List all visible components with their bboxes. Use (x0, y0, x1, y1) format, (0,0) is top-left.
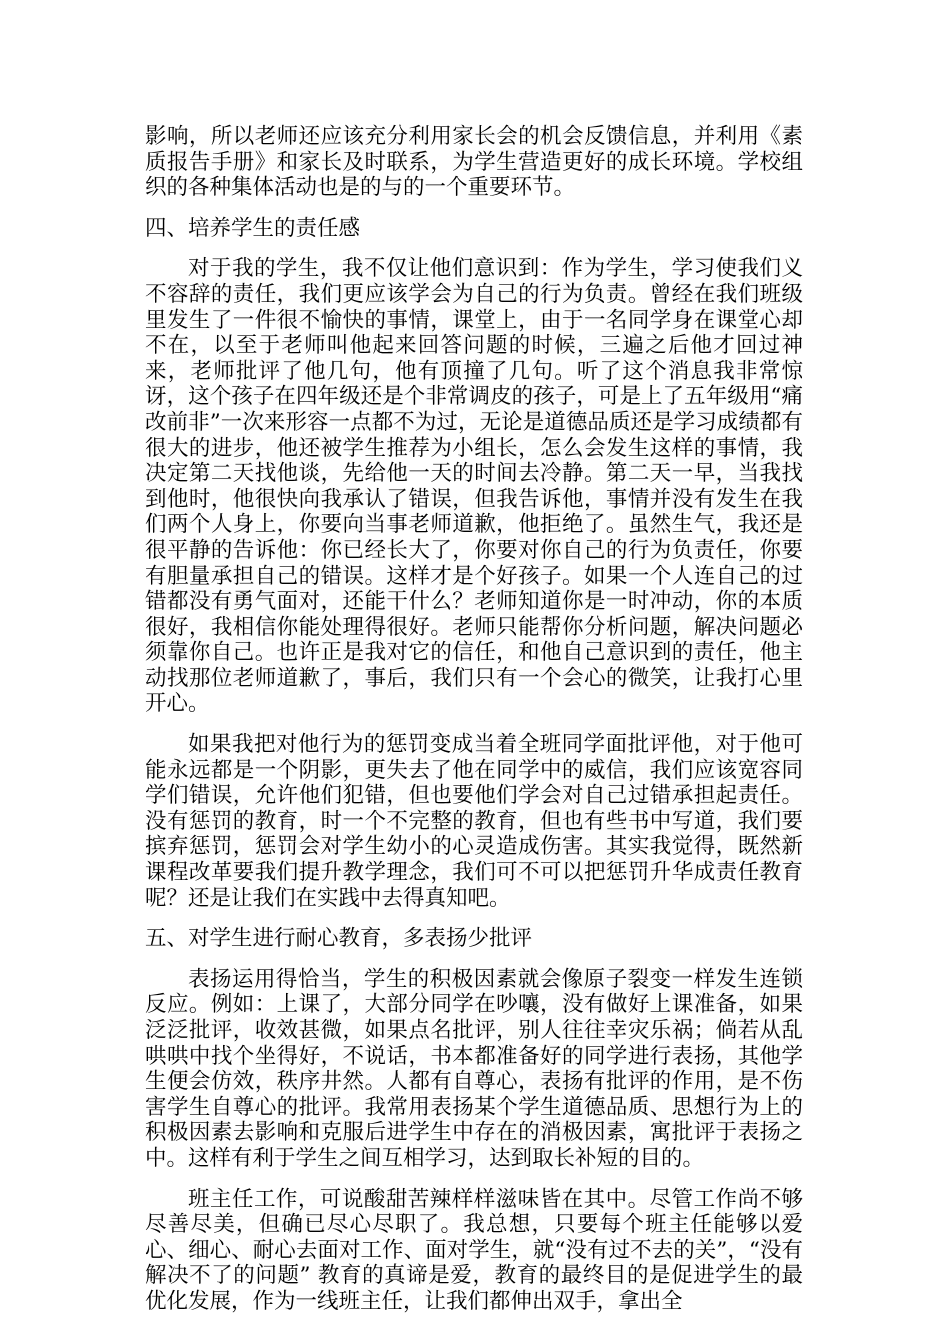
paragraph-responsibility-story: 对于我的学生，我不仅让他们意识到：作为学生，学习使我们义不容辞的责任，我们更应该学会为自己的行为负责。曾经在我们班级里发生了一件很不愉快的事情，课堂上，由于一名同学身在课堂心却不在，以至于老师叫他起来回答问题的时候，三遍之后他才回过神来，老师批评了他几句，他有顶撞了几句。听了这个消息我非常惊讶，这个孩子在四年级还是个非常调皮的孩子，可是上了五年级用“痛改前非”一次来形容一点都不为过，无论是道德品质还是学习成绩都有很大的进步，他还被学生推荐为小组长，怎么会发生这样的事情，我决定第二天找他谈，先给他一天的时间去冷静。第二天一早，当我找到他时，他很快向我承认了错误，但我告诉他，事情并没有发生在我们两个人身上，你要向当事老师道歉，他拒绝了。虽然生气，我还是很平静的告诉他：你已经长大了，你要对你自己的行为负责任，你要有胆量承担自己的错误。这样才是个好孩子。如果一个人连自己的过错都没有勇气面对，还能干什么？老师知道你是一时冲动，你的本质很好，我相信你能处理得很好。老师只能帮你分析问题，解决问题必须靠你自己。也许正是我对它的信任，和他自己意识到的责任，他主动找那位老师道歉了，事后，我们只有一个会心的微笑，让我打心里开心。 (145, 256, 803, 717)
paragraph-conclusion: 班主任工作，可说酸甜苦辣样样滋味皆在其中。尽管工作尚不够尽善尽美，但确已尽心尽职了。我总想，只要每个班主任能够以爱心、细心、耐心去面对工作、面对学生，就“没有过不去的关”，“没有解决不了的问题” 教育的真谛是爱，教育的最终目的是促进学生的最优化发展，作为一线班主任，让我们都伸出双手，拿出全 (145, 1186, 803, 1314)
section-heading-5: 五、对学生进行耐心教育，多表扬少批评 (145, 926, 533, 952)
document-page (145, 124, 803, 1330)
section-heading-4: 四、培养学生的责任感 (145, 215, 361, 241)
paragraph-praise: 表扬运用得恰当，学生的积极因素就会像原子裂变一样发生连锁反应。例如：上课了，大部分同学在吵嚷，没有做好上课准备，如果泛泛批评，收效甚微，如果点名批评，别人往往幸灾乐祸；倘若从乱哄哄中找个坐得好，不说话，书本都准备好的同学进行表扬，其他学生便会仿效，秩序井然。人都有自尊心，表扬有批评的作用，是不伤害学生自尊心的批评。我常用表扬某个学生道德品质、思想行为上的积极因素去影响和克服后进学生中存在的消极因素，寓批评于表扬之中。这样有利于学生之间互相学习，达到取长补短的目的。 (145, 966, 803, 1171)
paragraph-punishment-reflection: 如果我把对他行为的惩罚变成当着全班同学面批评他，对于他可能永远都是一个阴影，更失去了他在同学中的威信，我们应该宽容同学们错误，允许他们犯错，但也要他们学会对自己过错承担起责任。没有惩罚的教育，时一个不完整的教育，但也有些书中写道，我们要摈弃惩罚，惩罚会对学生幼小的心灵造成伤害。其实我觉得，既然新课程改革要我们提升教学理念，我们可不可以把惩罚升华成责任教育呢？还是让我们在实践中去得真知吧。 (145, 732, 803, 911)
paragraph-continuation: 影响，所以老师还应该充分利用家长会的机会反馈信息，并利用《素质报告手册》和家长及时联系，为学生营造更好的成长环境。学校组织的各种集体活动也是的与的一个重要环节。 (145, 124, 803, 201)
